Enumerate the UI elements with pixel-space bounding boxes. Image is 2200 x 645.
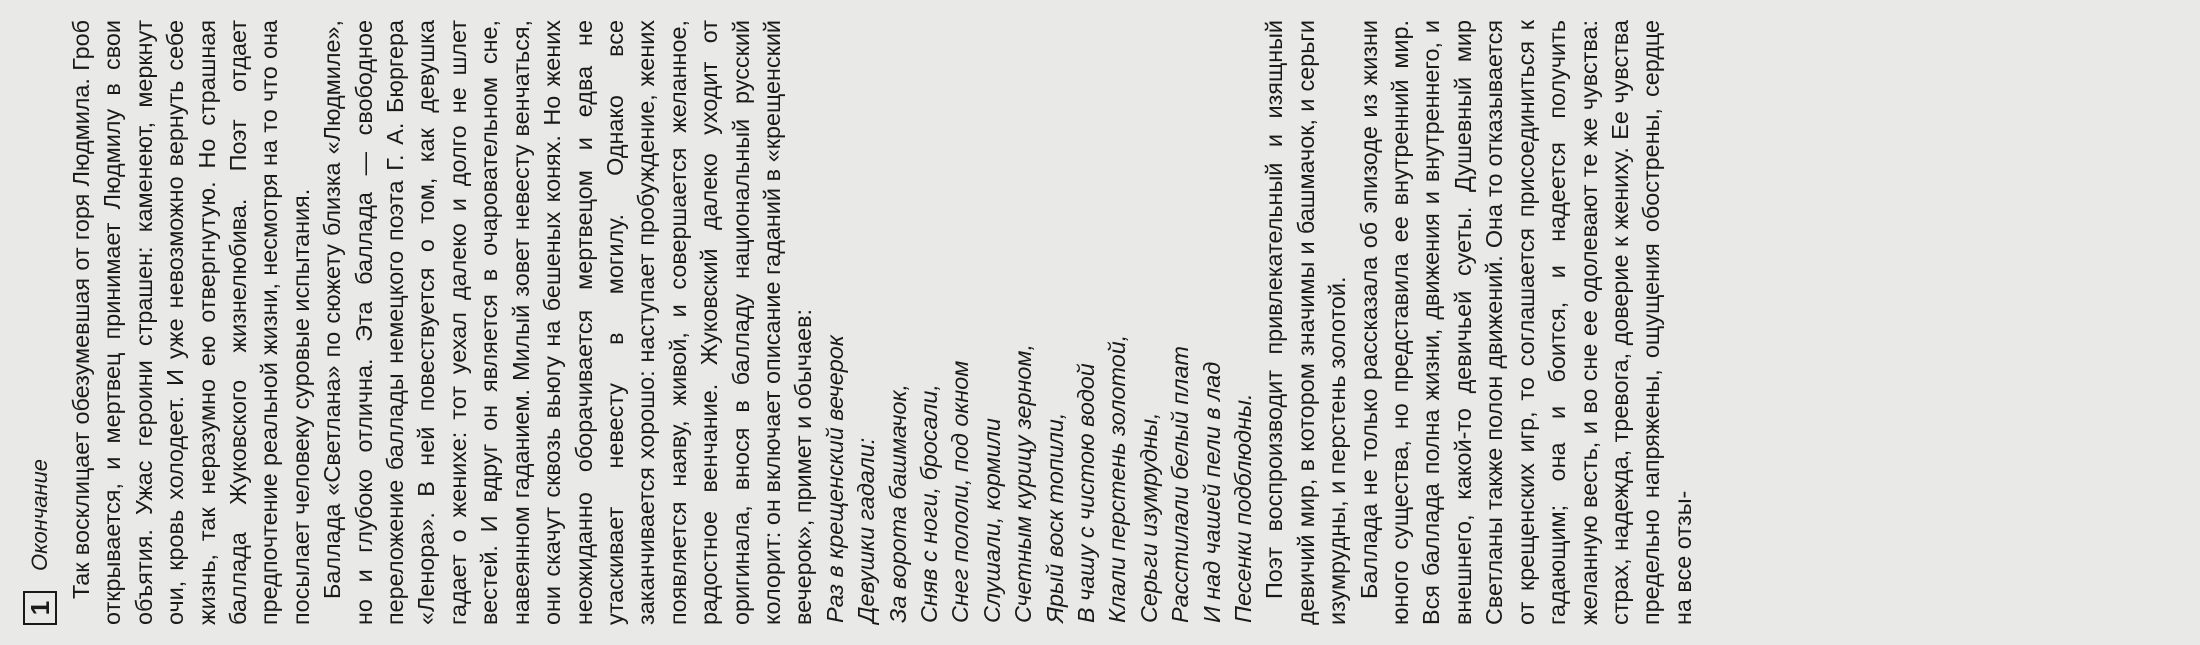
poem-line: Снег пололи, под окном [947,360,974,623]
poem-line: И над чашей пели в лад [1198,361,1225,623]
paragraph-2: Баллада «Светлана» по сюжету близка «Людмиле», но и глубоко отлична. Эта баллада — свободное переложение баллады немецкого поэта Г. А. Бюргера «Ленора». В ней повествуется о том, как девушка гадает о женихе: тот уехал далеко и долго не шлет вестей. И вдруг он является в очаровательном сне, навеянном гаданием. Милый зовет невесту венчаться, они скачут сквозь вьюгу на бешеных конях. Но жених неожиданно оборачивается мертвецом и едва не утаскивает невесту в могилу. Однако все заканчивается хорошо: наступает пробуждение, жених появляется наяву, живой, и совершается желанное, радостное венчание. Жуковский далеко уходит от оригинала, внося в балладу национальный русский колорит: он включает описание гаданий в «крещенский вечерок», примет и обычаев: [319,20,817,625]
poem-line: Песенки подблюдны. [1230,393,1257,623]
poem-line: Клали перстень золотой, [1104,334,1131,623]
poem-line: Девушки гадали: [853,437,880,623]
poem-line: Ярый воск топили, [1041,412,1068,623]
poem-excerpt [820,20,1260,625]
poem-line: Серьги изумрудны, [1135,412,1162,623]
poem-line: За ворота башмачок, [884,383,911,623]
body-text [66,20,1699,625]
poem-line: Раз в крещенский вечерок [821,335,848,623]
poem-line: Расстилали белый плат [1167,346,1194,623]
continuation-label: Окончание [27,458,52,571]
poem-line: Слушали, кормили [978,418,1005,623]
section-number-box: 1 [23,591,57,625]
paragraph-1: Так восклицает обезумевшая от горя Людмила. Гроб открывается, и мертвец принимает Людмилу в свои объятия. Ужас героини страшен: каменеют, меркнут очи, кровь холодеет. И уже невозможно вернуть себе жизнь, так неразумно ею отвергнутую. Но страшная баллада Жуковского жизнелюбива. Поэт отдает предпочтение реальной жизни, несмотря на то что она посылает человеку суровые испытания. [68,20,314,625]
poem-line: Счетным курицу зерном, [1010,344,1037,623]
paragraph-3: Поэт воспроизводит привлекательный и изящный девичий мир, в котором значимы и башмачок, и серьги изумрудны, и перстень золотой. [1261,20,1351,625]
section-header [20,20,60,625]
paragraph-4: Баллада не только рассказала об эпизоде из жизни юного существа, но представила ее внутренний мир. Вся баллада полна жизни, движения и внутреннего, и внешнего, какой-то девичьей суеты. Душевный мир Светланы также полон движений. Она то отказывается от крещенских игр, то соглашается присоединиться к гадающим; она и боится, и надеется получить желанную весть, и во сне ее одолевают те же чувства: страх, надежда, тревога, доверие к жениху. Ее чувства предельно напряжены, ощущения обострены, сердце на все отзы- [1355,20,1696,625]
poem-line: Сняв с ноги, бросали, [915,384,942,623]
poem-line: В чашу с чистою водой [1073,363,1099,623]
